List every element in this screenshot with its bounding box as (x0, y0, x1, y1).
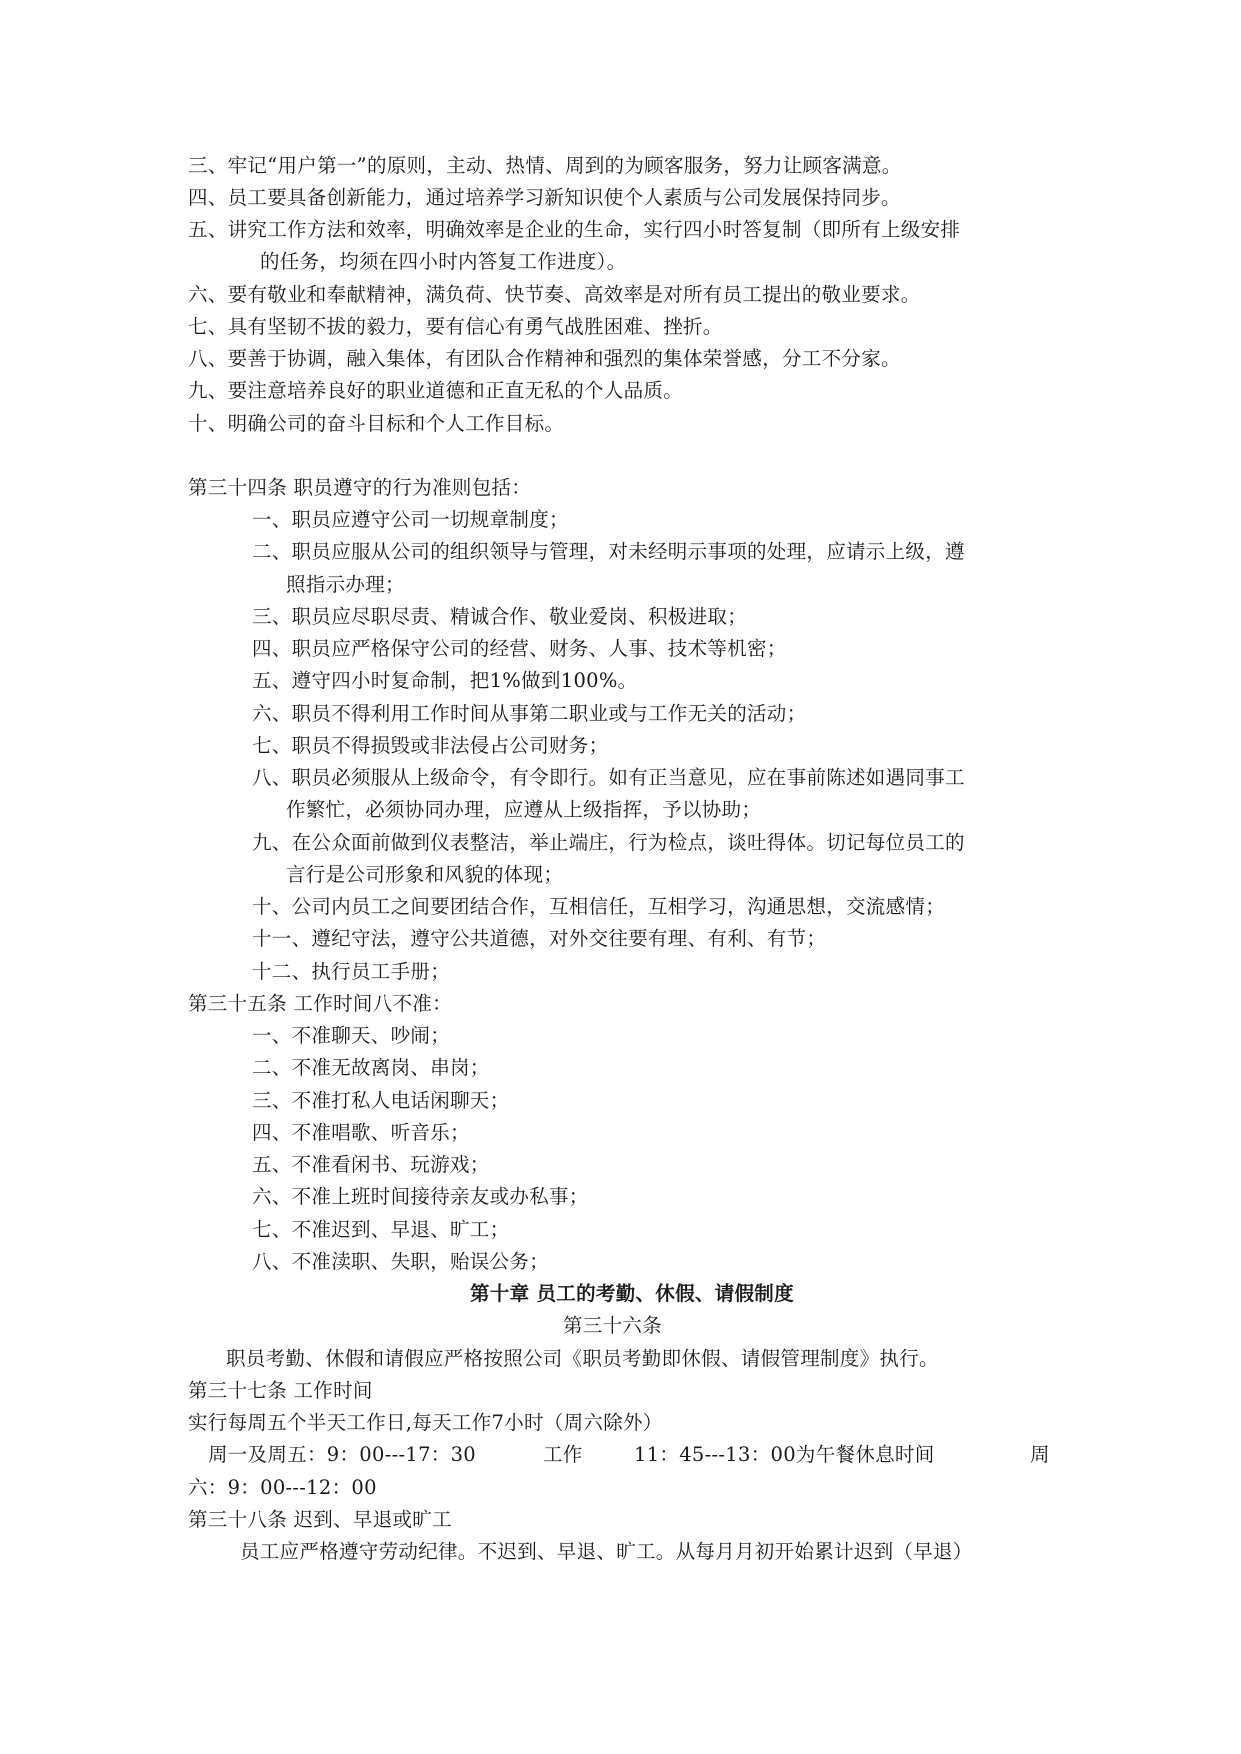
article-35-item-4: 四、不准唱歌、听音乐； (252, 1121, 470, 1144)
article-36-text: 职员考勤、休假和请假应严格按照公司《职员考勤即休假、请假管理制度》执行。 (226, 1347, 939, 1370)
article-34-item-2-cont: 照指示办理； (286, 573, 405, 596)
schedule-weekday: 周一及周五：9：00---17：30 (208, 1443, 477, 1466)
schedule-lunch: 11：45---13：00为午餐休息时间 (634, 1443, 935, 1466)
article-38-text: 员工应严格遵守劳动纪律。不迟到、早退、旷工。从每月月初开始累计迟到（早退） (240, 1540, 973, 1563)
article-35-item-6: 六、不准上班时间接待亲友或办私事； (252, 1185, 589, 1208)
principle-item-3: 三、牢记“用户第一”的原则，主动、热情、周到的为顾客服务，努力让顾客满意。 (188, 154, 902, 177)
article-35-item-1: 一、不准聊天、吵闹； (252, 1024, 451, 1047)
article-34-item-11: 十一、遵纪守法，遵守公共道德，对外交往要有理、有利、有节； (252, 927, 827, 950)
schedule-work-label: 工作 (543, 1443, 583, 1466)
article-35-item-5: 五、不准看闲书、玩游戏； (252, 1153, 490, 1176)
principle-item-9: 九、要注意培养良好的职业道德和正直无私的个人品质。 (188, 379, 684, 402)
article-37-text: 实行每周五个半天工作日,每天工作7小时（周六除外） (188, 1411, 663, 1434)
article-34-heading: 第三十四条 职员遵守的行为准则包括： (188, 476, 532, 499)
article-34-item-4: 四、职员应严格保守公司的经营、财务、人事、技术等机密； (252, 637, 787, 660)
article-36-heading: 第三十六条 (563, 1314, 663, 1337)
article-34-item-3: 三、职员应尽职尽责、精诚合作、敬业爱岗、积极进取； (252, 605, 748, 628)
principle-item-6: 六、要有敬业和奉献精神，满负荷、快节奏、高效率是对所有员工提出的敬业要求。 (188, 283, 921, 306)
principle-item-8: 八、要善于协调，融入集体，有团队合作精神和强烈的集体荣誉感，分工不分家。 (188, 347, 901, 370)
article-34-item-8: 八、职员必须服从上级命令，有令即行。如有正当意见，应在事前陈述如遇同事工 (252, 766, 965, 789)
article-35-item-7: 七、不准迟到、早退、旷工； (252, 1218, 510, 1241)
schedule-saturday-prefix: 周 (1030, 1443, 1050, 1466)
article-35-item-8: 八、不准渎职、失职，贻误公务； (252, 1250, 550, 1273)
article-34-item-9: 九、在公众面前做到仪表整洁，举止端庄，行为检点，谈吐得体。切记每位员工的 (252, 831, 965, 854)
article-34-item-6: 六、职员不得利用工作时间从事第二职业或与工作无关的活动； (252, 702, 807, 725)
article-35-heading: 第三十五条 工作时间八不准： (188, 992, 452, 1015)
article-34-item-7: 七、职员不得损毁或非法侵占公司财务； (252, 734, 609, 757)
article-34-item-2: 二、职员应服从公司的组织领导与管理，对未经明示事项的处理，应请示上级，遵 (252, 540, 965, 563)
article-37-heading: 第三十七条 工作时间 (188, 1379, 373, 1402)
schedule-saturday: 六：9：00---12：00 (188, 1476, 377, 1499)
principle-item-7: 七、具有坚韧不拔的毅力，要有信心有勇气战胜困难、挫折。 (188, 315, 723, 338)
article-35-item-3: 三、不准打私人电话闲聊天； (252, 1089, 510, 1112)
article-34-item-9-cont: 言行是公司形象和风貌的体现； (286, 863, 564, 886)
chapter-10-title: 第十章 员工的考勤、休假、请假制度 (470, 1282, 794, 1305)
article-38-heading: 第三十八条 迟到、早退或旷工 (188, 1508, 452, 1531)
article-34-item-1: 一、职员应遵守公司一切规章制度； (252, 508, 569, 531)
principle-item-5: 五、讲究工作方法和效率，明确效率是企业的生命，实行四小时答复制（即所有上级安排 (188, 218, 961, 241)
article-34-item-12: 十二、执行员工手册； (252, 960, 451, 983)
principle-item-4: 四、员工要具备创新能力，通过培养学习新知识使个人素质与公司发展保持同步。 (188, 186, 901, 209)
article-34-item-8-cont: 作繁忙，必须协同办理，应遵从上级指挥，予以协助； (286, 798, 762, 821)
principle-item-10: 十、明确公司的奋斗目标和个人工作目标。 (188, 412, 565, 435)
article-34-item-5: 五、遵守四小时复命制，把1%做到100%。 (252, 669, 638, 692)
principle-item-5-cont: 的任务，均须在四小时内答复工作进度）。 (260, 250, 627, 273)
article-35-item-2: 二、不准无故离岗、串岗； (252, 1056, 490, 1079)
article-34-item-10: 十、公司内员工之间要团结合作，互相信任，互相学习，沟通思想，交流感情； (252, 895, 946, 918)
